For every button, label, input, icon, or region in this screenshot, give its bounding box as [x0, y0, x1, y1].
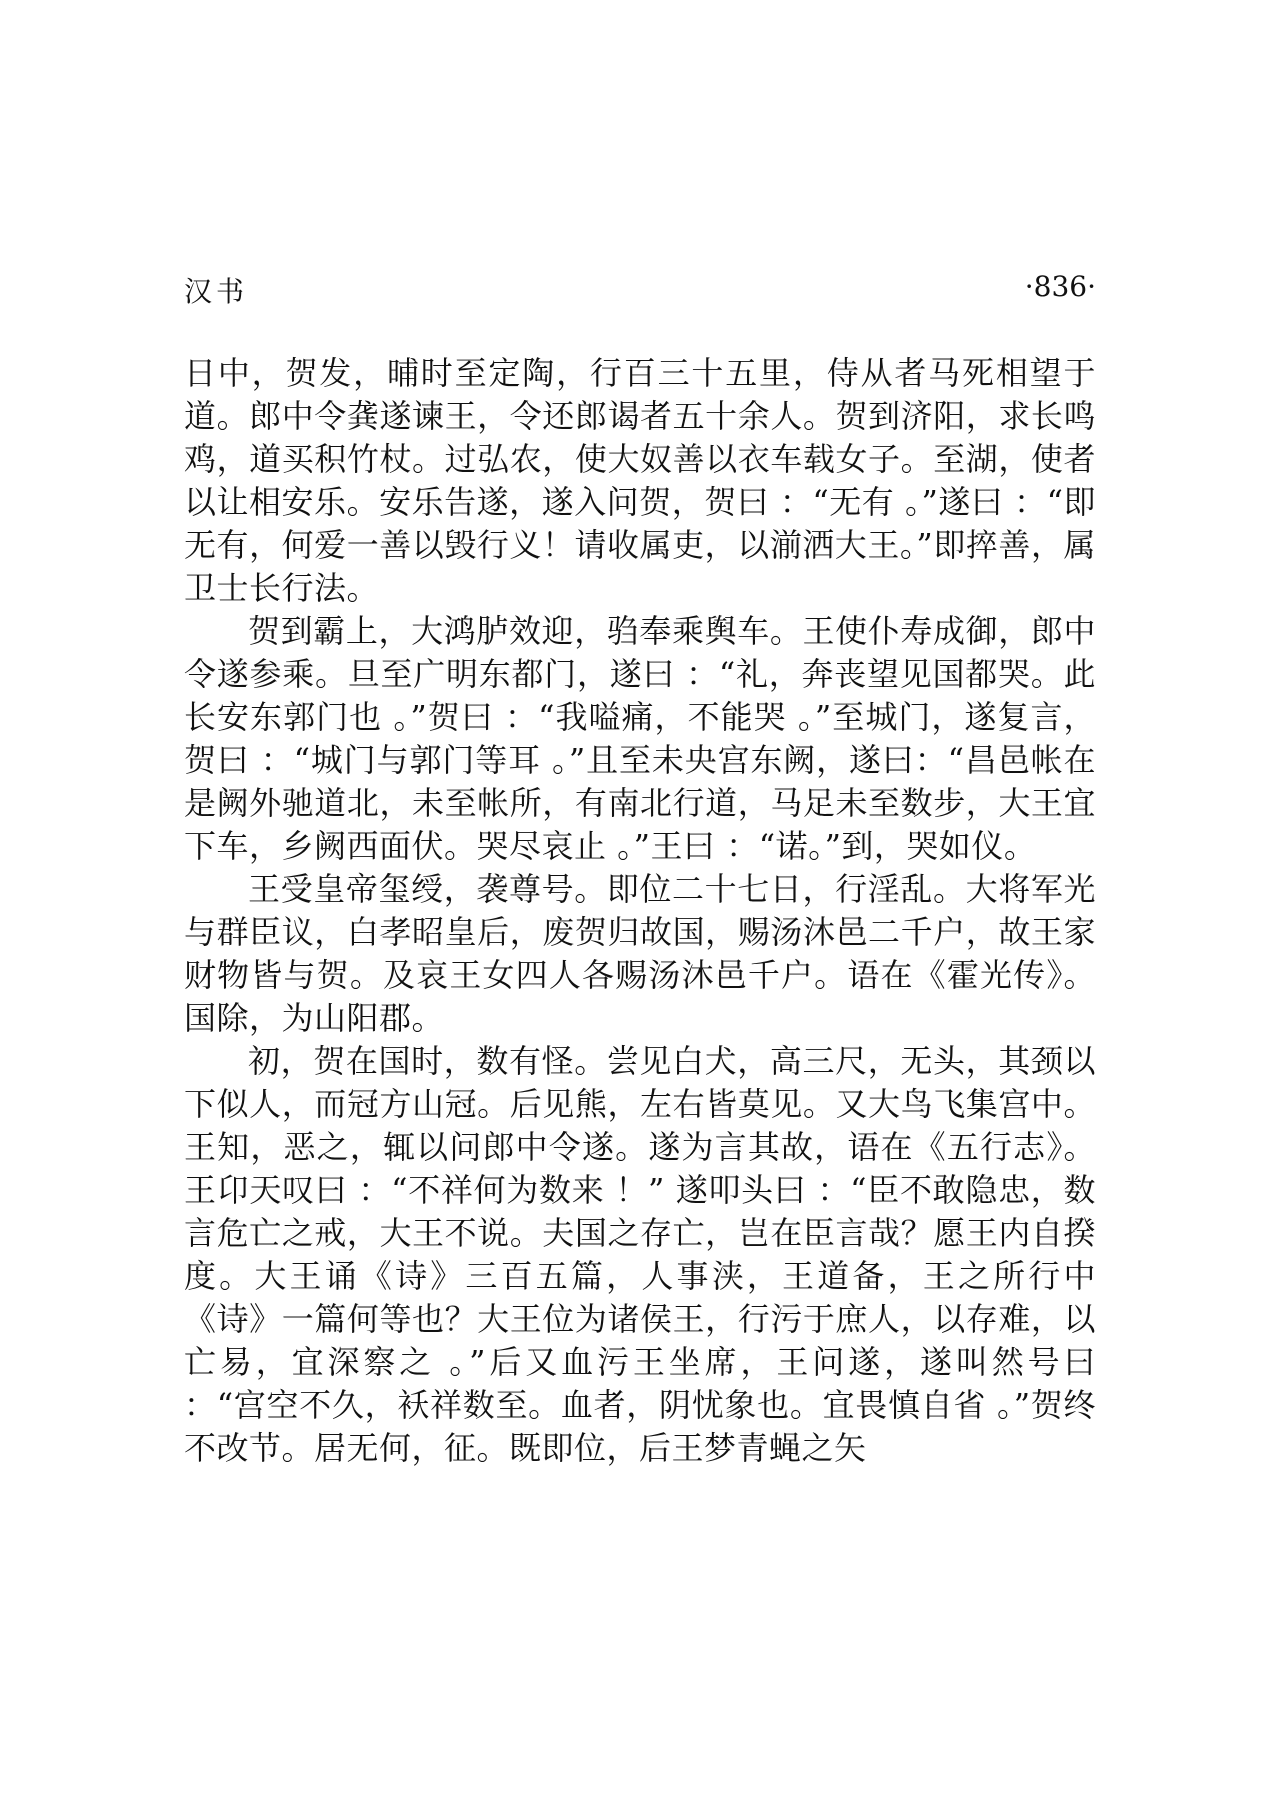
body-text: [184, 352, 1096, 1470]
paragraph: 日中，贺发，晡时至定陶，行百三十五里，侍从者马死相望于道。郎中令龚遂谏王，令还郎谒者五十余人。贺到济阳，求长鸣鸡，道买积竹杖。过弘农，使大奴善以衣车载女子。至湖，使者以让相安乐。安乐告遂，遂入问贺，贺曰 ：“无有 。”遂曰 ：“即无有，何爱一善以毁行义！请收属吏，以湔洒大王。”即捽善，属卫士长行法。: [184, 354, 1096, 607]
paragraph: 初，贺在国时，数有怪。尝见白犬，高三尺，无头，其颈以下似人，而冠方山冠。后见熊，左右皆莫见。又大鸟飞集宫中。王知，恶之，辄以问郎中令遂。遂为言其故，语在《五行志》。王卬天叹曰 ：“不祥何为数来 ！” 遂叩头曰 ：“臣不敢隐忠，数言危亡之戒，大王不说。夫国之存亡，岂在臣言哉？愿王内自揆度。大王诵《诗》三百五篇，人事浃，王道备，王之所行中《诗》一篇何等也？大王位为诸侯王，行污于庶人，以存难，以亡易，宜深察之 。”后又血污王坐席，王问遂，遂叫然号曰 ：“宫空不久，袄祥数至。血者，阴忧象也。宜畏慎自省 。”贺终不改节。居无何，征。既即位，后王梦青蝇之矢: [184, 1042, 1096, 1467]
page-header: [184, 270, 1096, 320]
paragraph: 贺到霸上，大鸿胪效迎，驺奉乘舆车。王使仆寿成御，郎中令遂参乘。旦至广明东都门，遂曰 ：“礼，奔丧望见国都哭。此长安东郭门也 。”贺曰 ：“我嗌痛，不能哭 。”至城门，遂复言，贺曰 ：“城门与郭门等耳 。”且至未央宫东阙，遂曰：“昌邑帐在是阙外驰道北，未至帐所，有南北行道，马足未至数步，大王宜下车，乡阙西面伏。哭尽哀止 。”王曰 ：“诺。”到，哭如仪。: [184, 612, 1096, 865]
book-title: 汉书: [184, 275, 249, 308]
paragraph: 王受皇帝玺绶，袭尊号。即位二十七日，行淫乱。大将军光与群臣议，白孝昭皇后，废贺归故国，赐汤沐邑二千户，故王家财物皆与贺。及哀王女四人各赐汤沐邑千户。语在《霍光传》。国除，为山阳郡。: [184, 870, 1096, 1037]
page-number: ·836·: [1024, 270, 1096, 303]
